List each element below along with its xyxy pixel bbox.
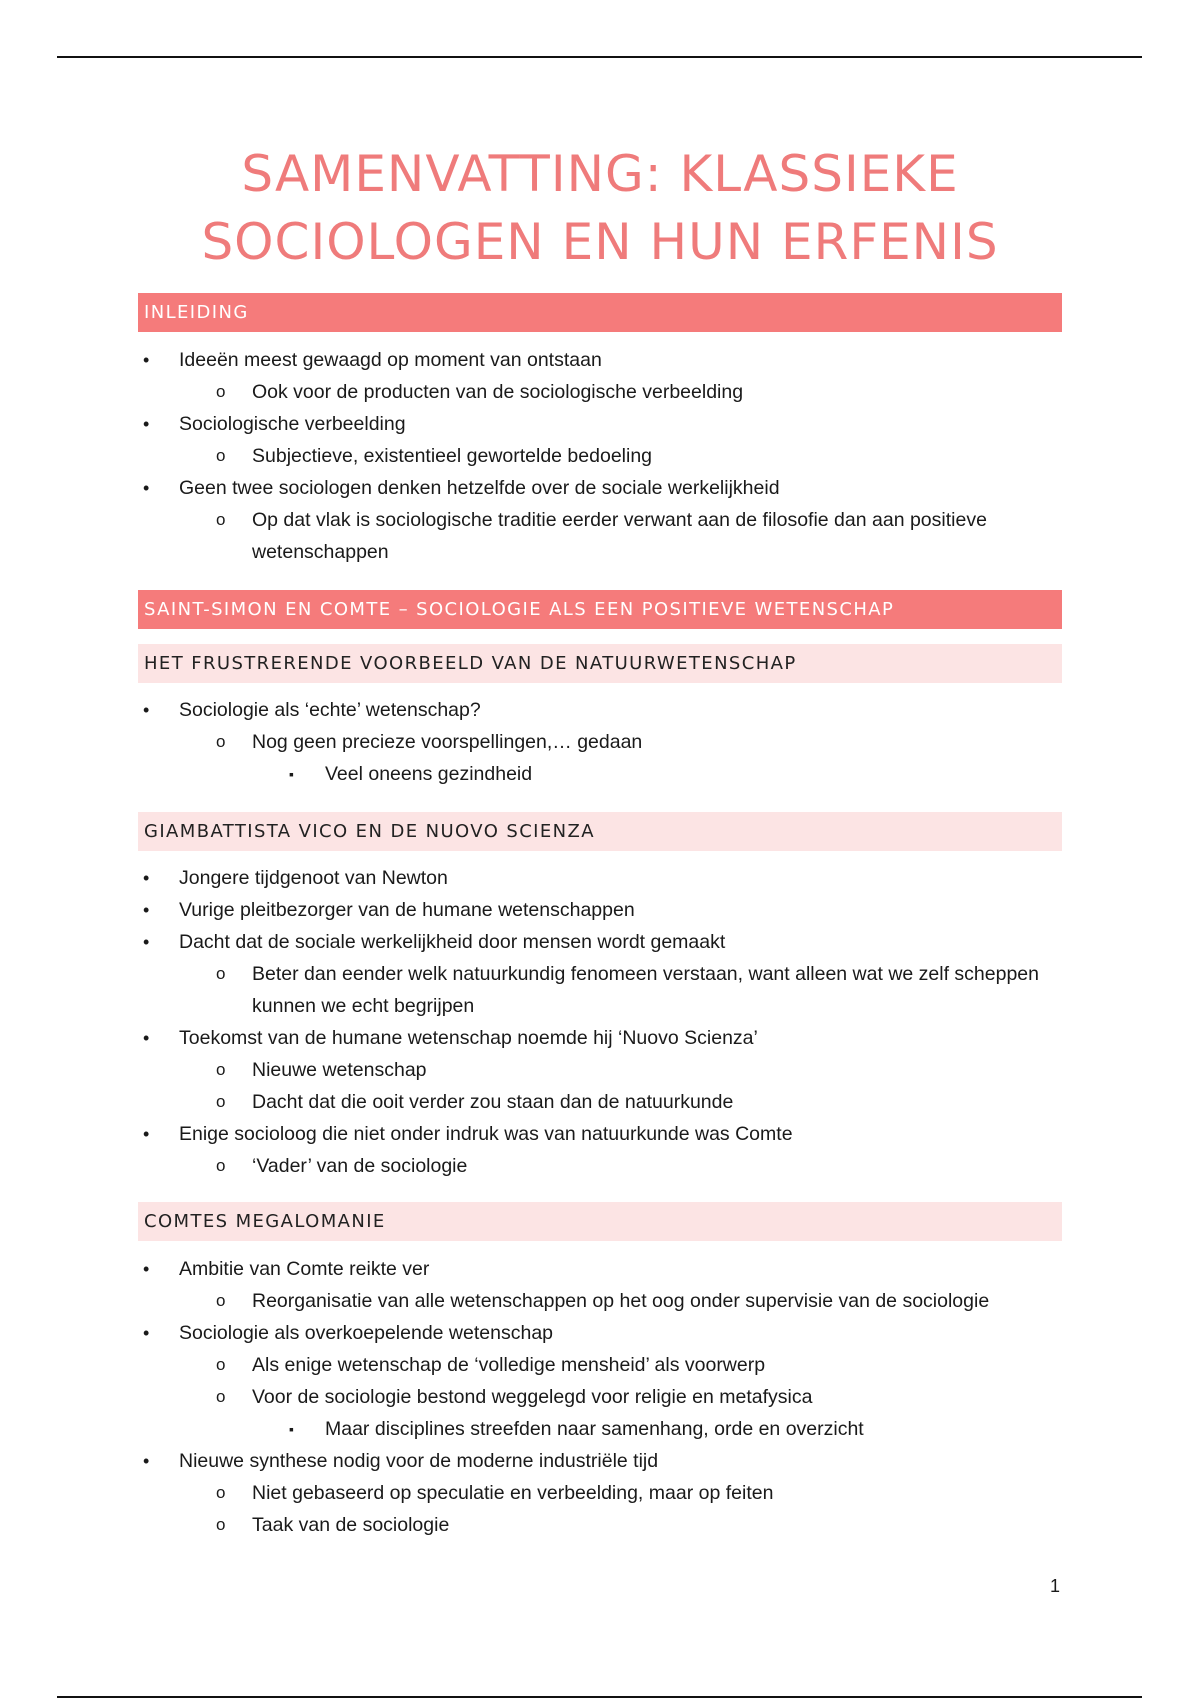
list-item: o Nieuwe wetenschap	[0, 1054, 1200, 1086]
subsection-heading-frustrerende: HET FRUSTRERENDE VOORBEELD VAN DE NATUURWETENSCHAP	[138, 644, 1062, 683]
list-item: o Voor de sociologie bestond weggelegd voor religie en metafysica	[0, 1381, 1200, 1413]
list-item: • Ambitie van Comte reikte ver	[0, 1253, 1200, 1285]
bullet-marker: •	[143, 700, 150, 720]
bullet-marker: •	[143, 1028, 150, 1048]
list-item: • Enige socioloog die niet onder indruk was van natuurkunde was Comte	[0, 1118, 1200, 1150]
bullet-marker: •	[143, 868, 150, 888]
title-line-2: SOCIOLOGEN EN HUN ERFENIS	[201, 213, 999, 271]
bullet-marker: •	[143, 478, 150, 498]
page-number: 1	[1049, 1576, 1060, 1596]
list-item: o Niet gebaseerd op speculatie en verbeelding, maar op feiten	[0, 1477, 1200, 1509]
bullet-marker: •	[143, 900, 150, 920]
list-item: o Subjectieve, existentieel gewortelde bedoeling	[0, 440, 1200, 472]
circle-marker: o	[216, 1060, 226, 1079]
list-item: ▪ Veel oneens gezindheid	[0, 758, 1200, 790]
circle-marker: o	[216, 1483, 226, 1502]
circle-marker: o	[216, 446, 226, 465]
list-item: • Geen twee sociologen denken hetzelfde over de sociale werkelijkheid	[0, 472, 1200, 504]
bullet-marker: •	[143, 350, 150, 370]
circle-marker: o	[216, 1092, 226, 1111]
circle-marker: o	[216, 382, 226, 401]
square-marker: ▪	[289, 766, 294, 782]
circle-marker: o	[216, 1291, 226, 1310]
list-vico	[0, 862, 1200, 1182]
title-line-1: SAMENVATTING: KLASSIEKE	[241, 145, 959, 203]
list-item: • Dacht dat de sociale werkelijkheid door mensen wordt gemaakt	[0, 926, 1200, 958]
list-item: o ‘Vader’ van de sociologie	[0, 1150, 1200, 1182]
square-marker: ▪	[289, 1421, 294, 1437]
circle-marker: o	[216, 1355, 226, 1374]
bullet-marker: •	[143, 1451, 150, 1471]
bullet-marker: •	[143, 932, 150, 952]
list-item: • Jongere tijdgenoot van Newton	[0, 862, 1200, 894]
list-frustrerende	[0, 694, 1200, 790]
circle-marker: o	[216, 510, 226, 529]
list-item: o Op dat vlak is sociologische traditie eerder verwant aan de filosofie dan aan positieve wetenschappen	[0, 504, 1200, 568]
list-item: o Reorganisatie van alle wetenschappen op het oog onder supervisie van de sociologie	[0, 1285, 1200, 1317]
circle-marker: o	[216, 1387, 226, 1406]
list-item: ▪ Maar disciplines streefden naar samenhang, orde en overzicht	[0, 1413, 1200, 1445]
list-item: • Sociologie als ‘echte’ wetenschap?	[0, 694, 1200, 726]
section-heading-inleiding: INLEIDING	[138, 293, 1062, 332]
list-item: • Sociologische verbeelding	[0, 408, 1200, 440]
bullet-marker: •	[143, 1259, 150, 1279]
list-item: • Sociologie als overkoepelende wetenschap	[0, 1317, 1200, 1349]
list-item: o Als enige wetenschap de ‘volledige mensheid’ als voorwerp	[0, 1349, 1200, 1381]
circle-marker: o	[216, 1515, 226, 1534]
bullet-marker: •	[143, 1124, 150, 1144]
circle-marker: o	[216, 732, 226, 751]
circle-marker: o	[216, 964, 226, 983]
list-item: • Toekomst van de humane wetenschap noemde hij ‘Nuovo Scienza’	[0, 1022, 1200, 1054]
bullet-marker: •	[143, 414, 150, 434]
section-heading-saint-simon: SAINT-SIMON EN COMTE – SOCIOLOGIE ALS EEN POSITIEVE WETENSCHAP	[138, 590, 1062, 629]
header-rule	[57, 56, 1142, 58]
circle-marker: o	[216, 1156, 226, 1175]
list-item: o Nog geen precieze voorspellingen,… gedaan	[0, 726, 1200, 758]
subsection-heading-megalomanie: COMTES MEGALOMANIE	[138, 1202, 1062, 1241]
list-inleiding	[0, 344, 1200, 568]
list-megalomanie	[0, 1253, 1200, 1541]
list-item: • Vurige pleitbezorger van de humane wetenschappen	[0, 894, 1200, 926]
list-item: • Nieuwe synthese nodig voor de moderne industriële tijd	[0, 1445, 1200, 1477]
list-item: o Beter dan eender welk natuurkundig fenomeen verstaan, want alleen wat we zelf scheppen kunnen we echt begrijpen	[0, 958, 1200, 1022]
footer-rule	[57, 1696, 1142, 1698]
list-item: o Ook voor de producten van de sociologische verbeelding	[0, 376, 1200, 408]
subsection-heading-vico: GIAMBATTISTA VICO EN DE NUOVO SCIENZA	[138, 812, 1062, 851]
bullet-marker: •	[143, 1323, 150, 1343]
list-item: o Dacht dat die ooit verder zou staan dan de natuurkunde	[0, 1086, 1200, 1118]
document-title	[138, 140, 1062, 276]
list-item: o Taak van de sociologie	[0, 1509, 1200, 1541]
list-item: • Ideeën meest gewaagd op moment van ontstaan	[0, 344, 1200, 376]
